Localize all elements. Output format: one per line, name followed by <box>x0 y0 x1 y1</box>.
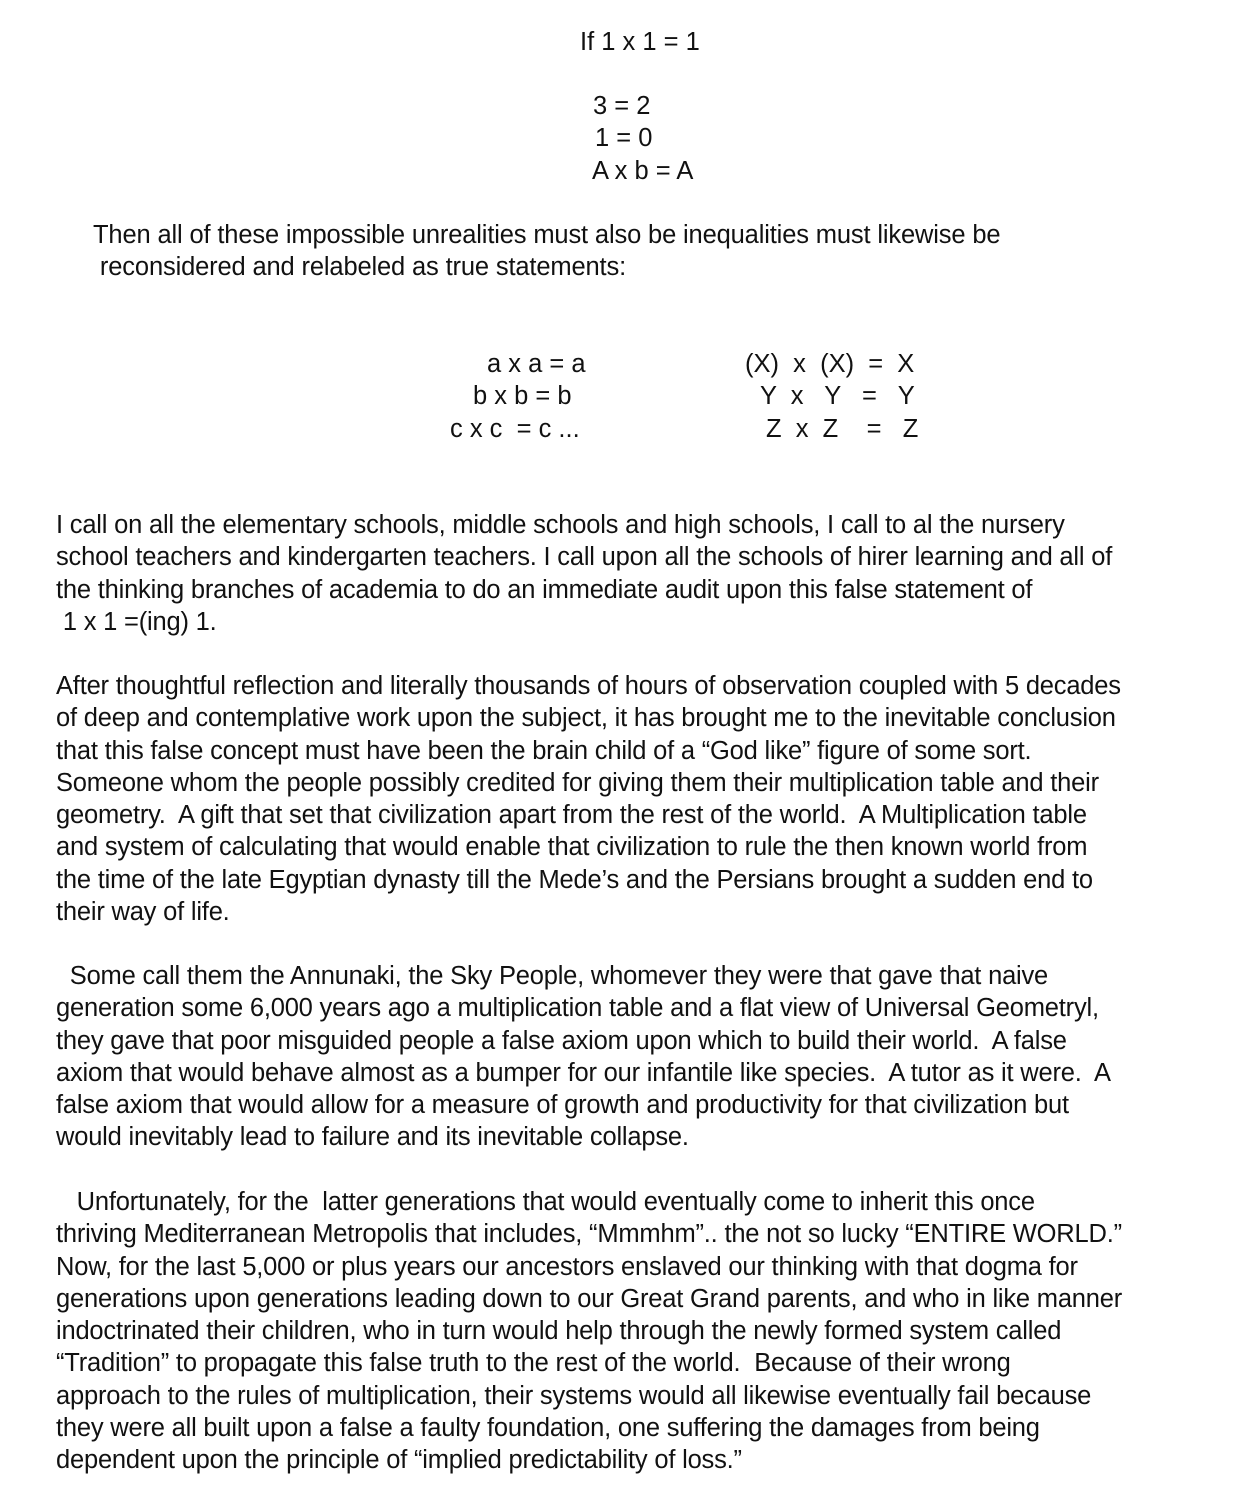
paragraph-line: generations upon generations leading down to our Great Grand parents, and who in like manner <box>56 1284 1123 1313</box>
paragraph-line: and system of calculating that would enable that civilization to rule the then known world from <box>56 833 1088 862</box>
paragraph-line: thriving Mediterranean Metropolis that includes, “Mmmhm”.. the not so lucky “ENTIRE WORLD.” <box>56 1220 1122 1249</box>
paragraph-line: geometry. A gift that set that civilization apart from the rest of the world. A Multiplication table <box>56 801 1087 830</box>
paragraph-reflection <box>56 670 1226 928</box>
header-equation-line: 1 = 0 <box>595 124 653 152</box>
paragraph-line: they were all built upon a false a faulty foundation, one suffering the damages from being <box>56 1414 1040 1443</box>
paragraph-line: generation some 6,000 years ago a multiplication table and a flat view of Universal Geometryl, <box>56 994 1099 1023</box>
header-equation-line: A x b = A <box>592 157 694 185</box>
paragraph-line: I call on all the elementary schools, middle schools and high schools, I call to al the nursery <box>56 511 1065 539</box>
paragraph-line: Someone whom the people possibly credited for giving them their multiplication table and their <box>56 768 1099 797</box>
paragraph-line: the time of the late Egyptian dynasty till the Mede’s and the Persians brought a sudden end to <box>56 865 1093 894</box>
paragraph-line: their way of life. <box>56 898 230 927</box>
premise-equation: If 1 x 1 = 1 <box>580 28 700 56</box>
example-right-equation: (X) x (X) = X <box>745 350 915 378</box>
paragraph-line: they gave that poor misguided people a false axiom upon which to build their world. A false <box>56 1026 1067 1055</box>
paragraph-annunaki <box>56 960 1226 1154</box>
paragraph-line: Unfortunately, for the latter generations that would eventually come to inherit this once <box>56 1188 1035 1216</box>
intro-line: Then all of these impossible unrealities must also be inequalities must likewise be <box>93 221 1001 249</box>
example-right-equation: Y x Y = Y <box>760 382 915 410</box>
example-left-equation: c x c = c ... <box>450 415 580 443</box>
paragraph-call-to-schools <box>56 509 1226 638</box>
example-left-equation: a x a = a <box>487 350 586 378</box>
example-right-equation: Z x Z = Z <box>766 415 919 443</box>
paragraph-line: Now, for the last 5,000 or plus years our ancestors enslaved our thinking with that dogma for <box>56 1252 1078 1281</box>
example-left-equation: b x b = b <box>473 382 572 410</box>
paragraph-line: Some call them the Annunaki, the Sky People, whomever they were that gave that naive <box>56 962 1049 990</box>
paragraph-line: approach to the rules of multiplication, their systems would all likewise eventually fail because <box>56 1381 1092 1410</box>
header-equation-line: 3 = 2 <box>593 92 651 120</box>
paragraph-line: that this false concept must have been the brain child of a “God like” figure of some sort. <box>56 736 1032 765</box>
paragraph-line: of deep and contemplative work upon the subject, it has brought me to the inevitable conclusion <box>56 704 1116 733</box>
intro-line: reconsidered and relabeled as true statements: <box>93 253 627 281</box>
paragraph-line: school teachers and kindergarten teachers. I call upon all the schools of hirer learning and all of <box>56 543 1113 572</box>
paragraph-line: axiom that would behave almost as a bumper for our infantile like species. A tutor as it were. A <box>56 1058 1111 1087</box>
paragraph-line: “Tradition” to propagate this false truth to the rest of the world. Because of their wrong <box>56 1349 1011 1378</box>
paragraph-line: indoctrinated their children, who in turn would help through the newly formed system called <box>56 1317 1062 1346</box>
paragraph-line: the thinking branches of academia to do an immediate audit upon this false statement of <box>56 575 1033 604</box>
paragraph-line: would inevitably lead to failure and its inevitable collapse. <box>56 1123 689 1152</box>
paragraph-line: false axiom that would allow for a measure of growth and productivity for that civilization but <box>56 1091 1069 1120</box>
paragraph-line: After thoughtful reflection and literally thousands of hours of observation coupled with 5 decades <box>56 672 1121 700</box>
paragraph-line: 1 x 1 =(ing) 1. <box>56 607 217 636</box>
paragraph-line: dependent upon the principle of “implied predictability of loss.” <box>56 1446 742 1475</box>
paragraph-tradition <box>56 1186 1226 1477</box>
